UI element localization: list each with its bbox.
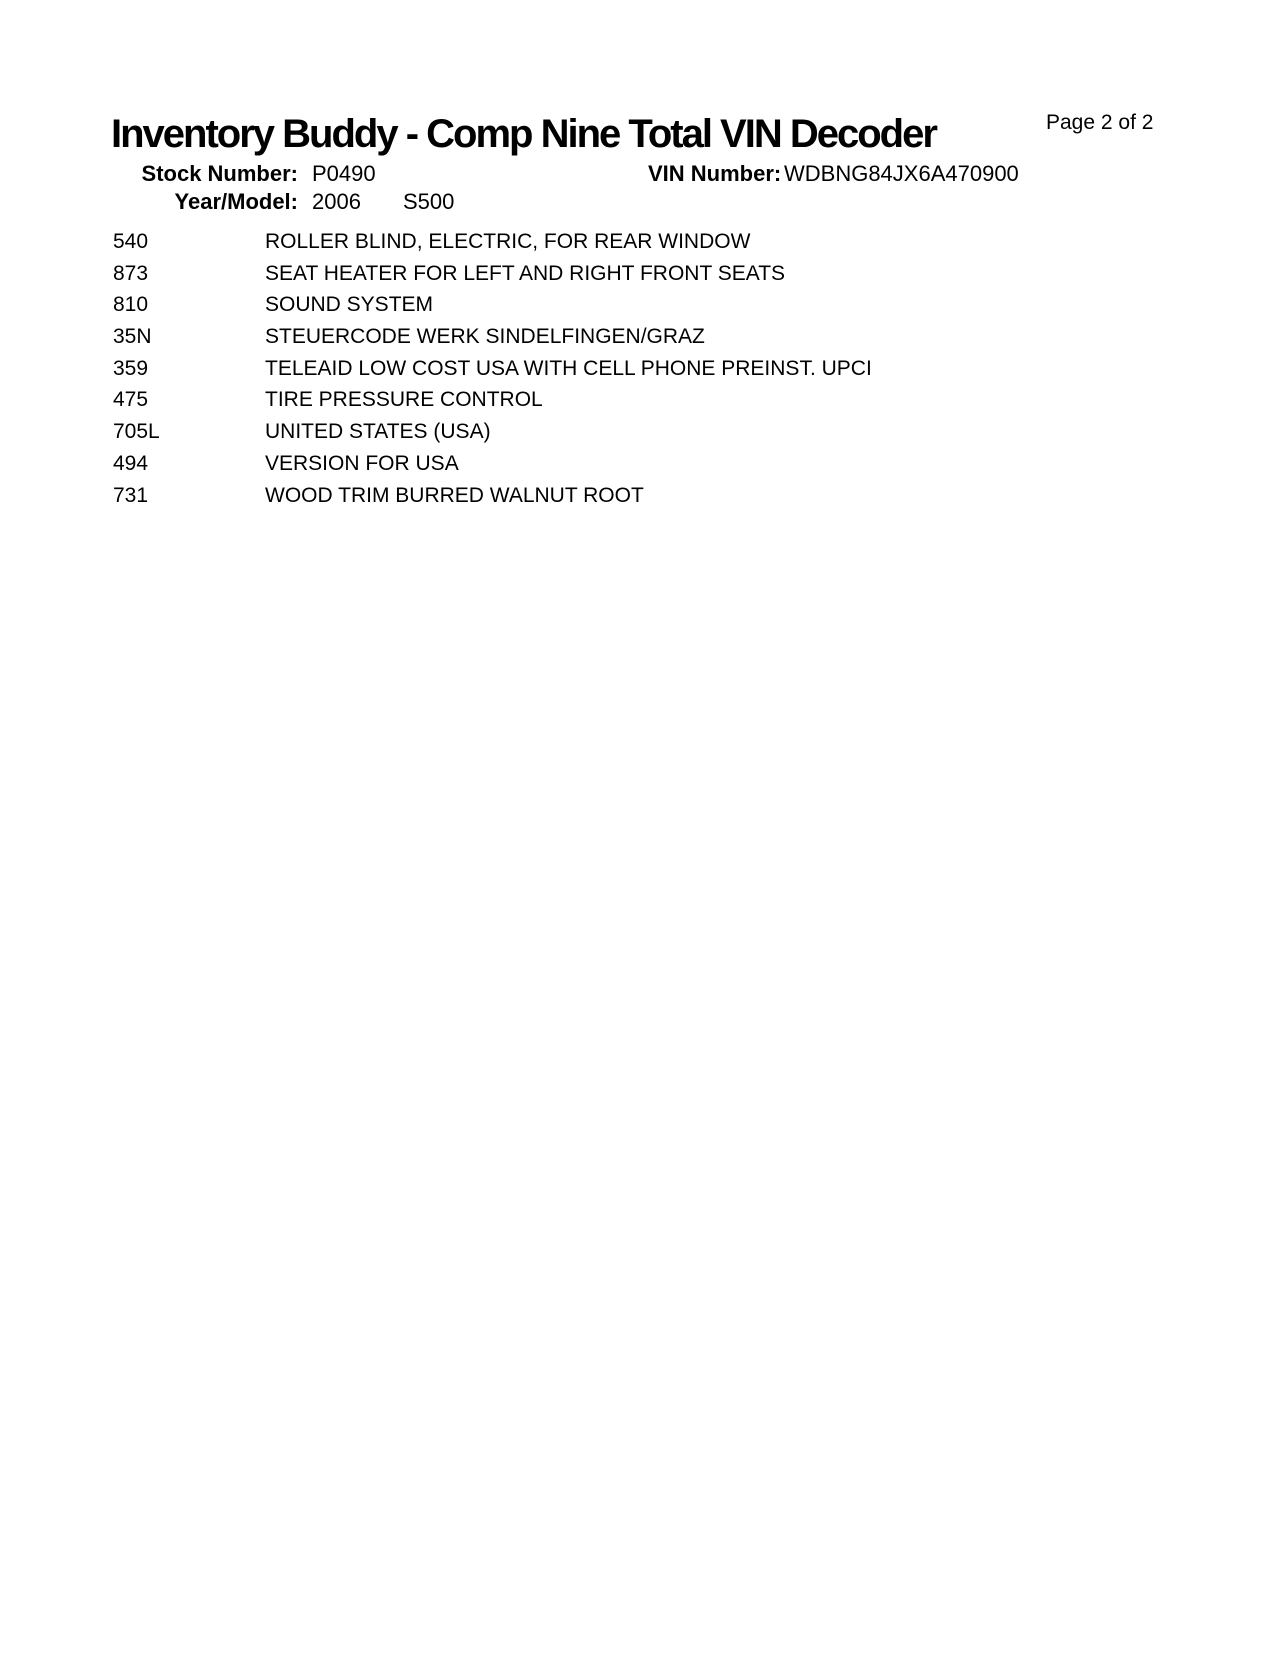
year-value: 2006 (312, 189, 361, 214)
vin-number-value: WDBNG84JX6A470900 (784, 161, 1019, 186)
option-code: 731 (113, 483, 149, 507)
option-description: SEAT HEATER FOR LEFT AND RIGHT FRONT SEATS (265, 261, 786, 285)
option-row (0, 416, 1280, 448)
option-code: 705L (113, 420, 160, 444)
options-list (0, 226, 1280, 511)
option-row (0, 321, 1280, 353)
stock-number-label: Stock Number: (141, 161, 298, 186)
option-row (0, 384, 1280, 416)
option-row (0, 480, 1280, 512)
option-code: 359 (113, 356, 149, 380)
option-code: 810 (113, 293, 149, 317)
page-title: Inventory Buddy - Comp Nine Total VIN Decoder (111, 112, 936, 156)
option-description: VERSION FOR USA (265, 451, 459, 475)
option-row (0, 258, 1280, 290)
stock-number-value: P0490 (312, 161, 376, 186)
option-code: 35N (113, 325, 152, 349)
option-description: ROLLER BLIND, ELECTRIC, FOR REAR WINDOW (265, 230, 751, 253)
option-description: SOUND SYSTEM (265, 293, 434, 317)
option-description: UNITED STATES (USA) (265, 420, 491, 444)
option-description: TELEAID LOW COST USA WITH CELL PHONE PREINST. UPCI (265, 356, 872, 380)
option-row (0, 353, 1280, 385)
option-row (0, 226, 1280, 258)
option-description: WOOD TRIM BURRED WALNUT ROOT (265, 483, 644, 507)
model-value: S500 (403, 189, 455, 214)
option-row (0, 289, 1280, 321)
option-description: STEUERCODE WERK SINDELFINGEN/GRAZ (265, 325, 705, 349)
option-description: TIRE PRESSURE CONTROL (265, 388, 543, 412)
option-code: 494 (113, 451, 149, 475)
option-code: 873 (113, 261, 149, 285)
vin-number-label: VIN Number: (648, 161, 782, 186)
option-row (0, 448, 1280, 480)
option-code: 540 (113, 230, 149, 253)
option-code: 475 (113, 388, 149, 412)
page-number-indicator: Page 2 of 2 (1046, 111, 1154, 134)
year-model-label: Year/Model: (174, 189, 298, 214)
